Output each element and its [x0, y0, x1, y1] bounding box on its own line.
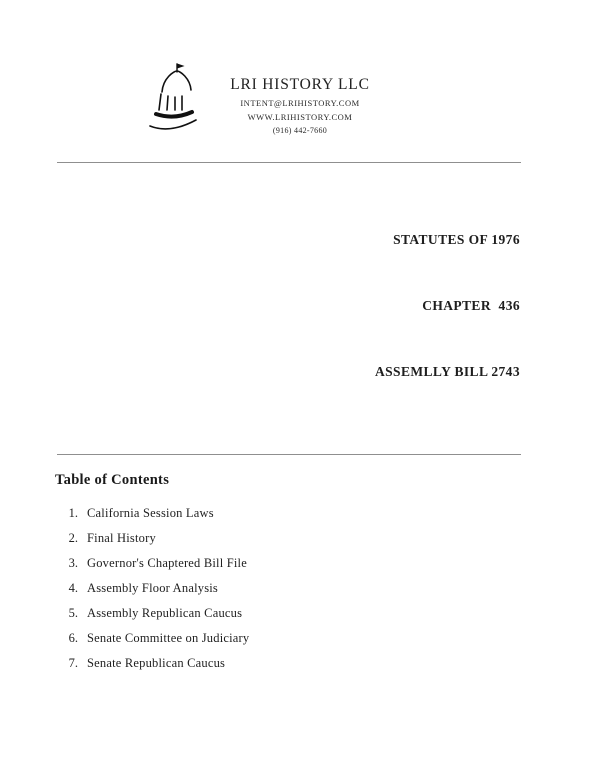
toc-item	[55, 655, 600, 671]
website-text: WWW.LRIHISTORY.COM	[247, 112, 353, 122]
statutes-line: STATUTES OF 1976	[393, 232, 520, 247]
letterhead	[0, 0, 600, 162]
divider-top	[57, 162, 521, 163]
toc-item	[55, 605, 600, 621]
toc-item	[55, 530, 600, 546]
toc-item-label: Assembly Republican Caucus	[87, 606, 243, 620]
table-of-contents	[55, 472, 600, 671]
toc-heading: Table of Contents	[55, 472, 170, 488]
toc-item	[55, 630, 600, 646]
bill-line: ASSEMLLY BILL 2743	[374, 364, 520, 379]
phone-text: (916) 442-7660	[272, 126, 328, 135]
title-block	[0, 185, 520, 427]
email-text: INTENT@LRIHISTORY.COM	[240, 98, 360, 108]
toc-item	[55, 580, 600, 596]
toc-item-number: 4.	[68, 581, 78, 595]
toc-item-label: California Session Laws	[87, 506, 214, 520]
toc-item-number: 2.	[68, 531, 78, 545]
toc-item-number: 3.	[68, 556, 78, 570]
toc-item-number: 5.	[68, 606, 78, 620]
letterhead-text	[0, 76, 600, 135]
divider-middle	[57, 454, 521, 455]
toc-item	[55, 505, 600, 521]
toc-item-label: Assembly Floor Analysis	[87, 581, 218, 595]
toc-item-number: 6.	[68, 631, 78, 645]
toc-item-number: 7.	[68, 656, 78, 670]
toc-item	[55, 555, 600, 571]
chapter-line: CHAPTER 436	[422, 298, 520, 313]
toc-item-label: Senate Committee on Judiciary	[87, 631, 250, 645]
toc-item-label: Senate Republican Caucus	[87, 656, 226, 670]
toc-item-label: Final History	[87, 531, 156, 545]
company-name: LRI HISTORY LLC	[230, 76, 370, 93]
toc-list	[55, 505, 600, 671]
toc-item-label: Governor's Chaptered Bill File	[87, 556, 247, 570]
toc-item-number: 1.	[68, 506, 78, 520]
